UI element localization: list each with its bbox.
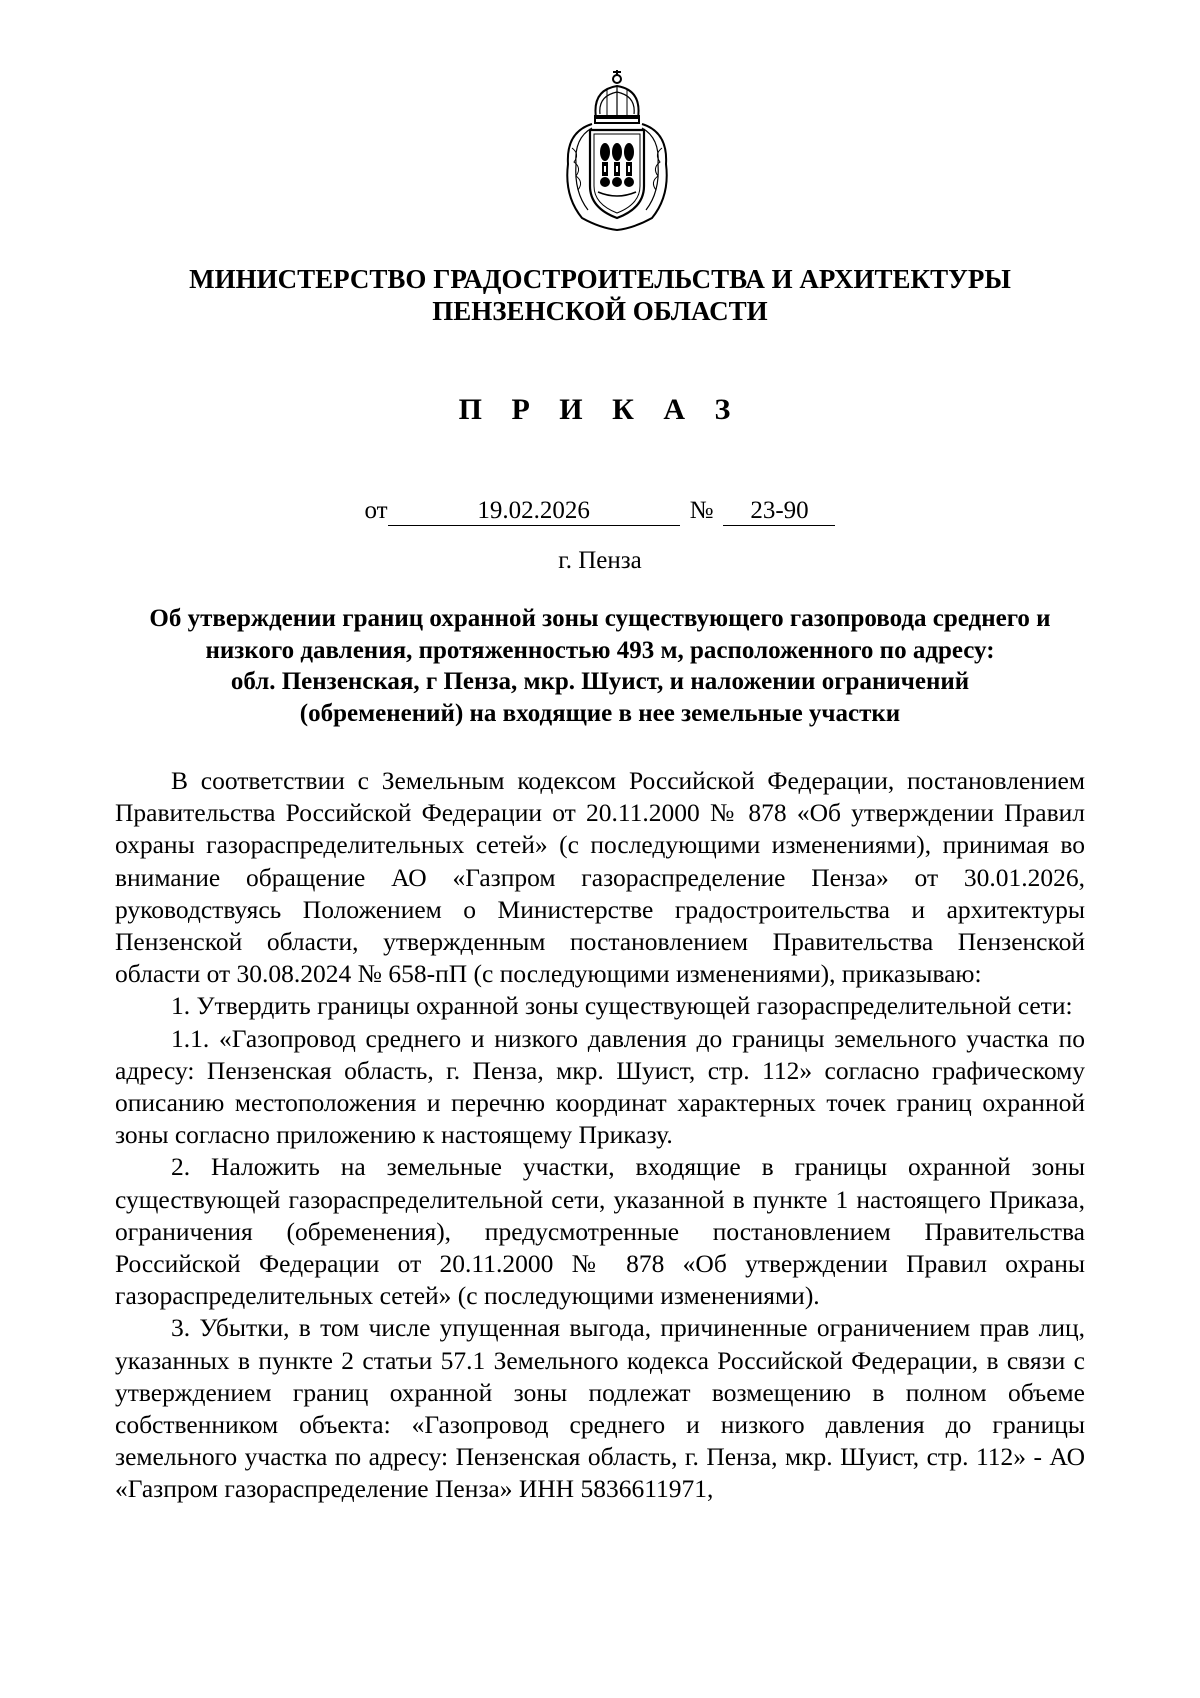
document-body bbox=[115, 765, 1085, 1506]
document-type-title: П Р И К А З bbox=[458, 393, 742, 426]
subject-line-1: Об утверждении границ охранной зоны существующего газопровода среднего и bbox=[149, 605, 1051, 632]
preamble-paragraph: В соответствии с Земельным кодексом Российской Федерации, постановлением Правительства Российской Федерации от 20.11.2000 № 878 «Об утверждении Правил охраны газораспределительных сетей» (с последующими изменениями), принимая во внимание обращение АО «Газпром газораспределение Пенза» от 30.01.2026, руководствуясь Положением о Министерстве градостроительства и архитектуры Пензенской области, утвержденным постановлением Правительства Пензенской области от 30.08.2024 № 658-пП (с последующими изменениями), приказываю: bbox=[115, 766, 1085, 989]
date-field: 19.02.2026 bbox=[388, 497, 680, 526]
ministry-name bbox=[0, 263, 1200, 327]
date-number-line bbox=[0, 496, 1200, 526]
item-3-paragraph: 3. Убытки, в том числе упущенная выгода, причиненные ограничением прав лиц, указанных в пункте 2 статьи 57.1 Земельного кодекса Российской Федерации, в связи с утверждением границ охранной зоны подлежат возмещению в полном объеме собственником объекта: «Газопровод среднего и низкого давления до границы земельного участка по адресу: Пензенская область, г. Пенза, мкр. Шуист, стр. 112» - АО «Газпром газораспределение Пенза» ИНН 5836611971, bbox=[115, 1313, 1085, 1504]
subject-line-3: обл. Пензенская, г Пенза, мкр. Шуист, и наложении ограничений bbox=[230, 668, 970, 695]
ministry-name-line-1: МИНИСТЕРСТВО ГРАДОСТРОИТЕЛЬСТВА И АРХИТЕКТУРЫ bbox=[189, 264, 1011, 294]
subject-line-4: (обременений) на входящие в нее земельные участки bbox=[299, 699, 901, 727]
item-2-paragraph: 2. Наложить на земельные участки, входящие в границы охранной зоны существующей газораспределительной сети, указанной в пункте 1 настоящего Приказа, ограничения (обременения), предусмотренные постановлением Правительства Российской Федерации от 20.11.2000 № 878 «Об утверждении Правил охраны газораспределительных сетей» (с последующими изменениями). bbox=[115, 1152, 1085, 1311]
date-prefix: от bbox=[364, 497, 388, 524]
ministry-name-line-2: ПЕНЗЕНСКОЙ ОБЛАСТИ bbox=[432, 296, 768, 326]
subject-line-2: низкого давления, протяженностью 493 м, расположенного по адресу: bbox=[205, 636, 995, 664]
number-field: 23-90 bbox=[723, 497, 835, 526]
city: г. Пенза bbox=[558, 547, 642, 574]
number-sign: № bbox=[689, 497, 714, 524]
document-subject bbox=[115, 603, 1085, 729]
penza-oblast-coat-of-arms-icon bbox=[562, 68, 672, 236]
item-1-paragraph: 1. Утвердить границы охранной зоны существующей газораспределительной сети: bbox=[171, 991, 1073, 1021]
item-1-1-paragraph: 1.1. «Газопровод среднего и низкого давления до границы земельного участка по адресу: Пензенская область, г. Пенза, мкр. Шуист, стр. 112» согласно графическому описанию местоположения и перечню координат характерных точек границ охранной зоны согласно приложению к настоящему Приказу. bbox=[115, 1023, 1085, 1150]
